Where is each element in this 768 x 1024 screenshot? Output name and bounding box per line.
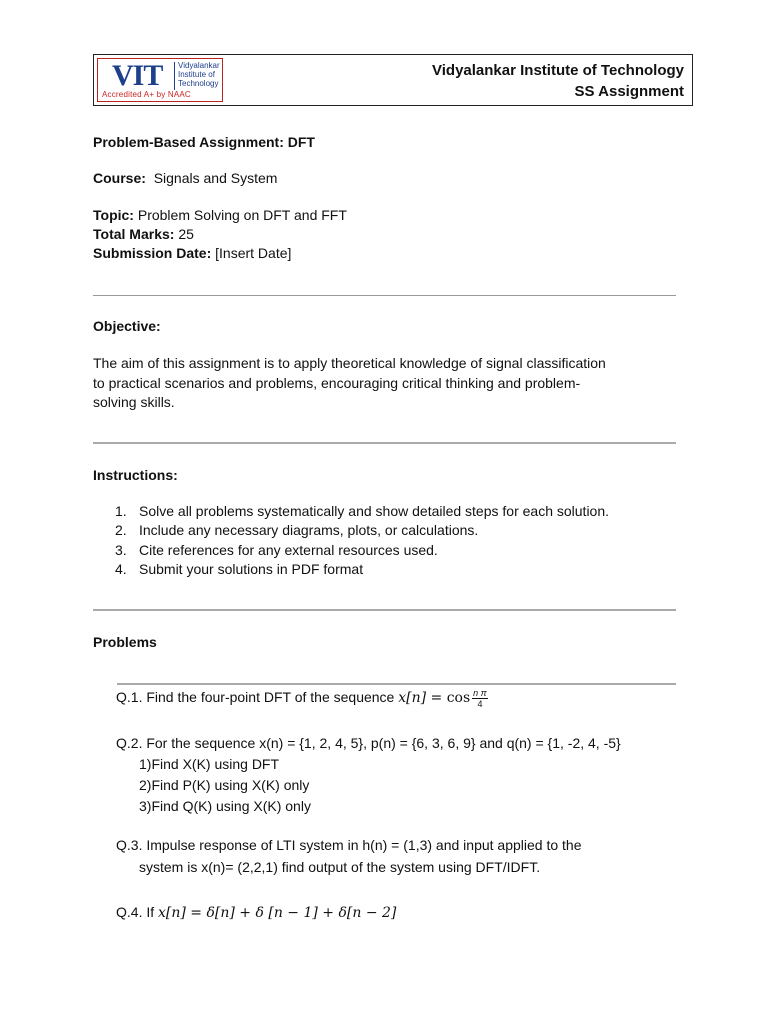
date-line bbox=[93, 244, 291, 263]
course-line bbox=[93, 169, 277, 188]
q2-subpart-1: 1)Find X(K) using DFT bbox=[139, 756, 280, 772]
logo-divider bbox=[174, 62, 175, 90]
divider bbox=[93, 442, 676, 444]
header-titles bbox=[432, 60, 684, 102]
topic-line bbox=[93, 206, 347, 225]
course-label: Course: bbox=[93, 170, 146, 186]
divider bbox=[93, 609, 676, 611]
institute-name: Vidyalankar Institute of Technology bbox=[432, 62, 684, 79]
date-value: [Insert Date] bbox=[215, 245, 292, 261]
question-3-line-2: system is x(n)= (2,2,1) find output of the system using DFT/IDFT. bbox=[139, 859, 541, 875]
q1-frac-den: 4 bbox=[477, 698, 483, 709]
divider bbox=[93, 295, 676, 296]
list-item: 3. Cite references for any external resources used. bbox=[115, 542, 438, 558]
logo-mark: VIT bbox=[112, 59, 163, 92]
header-box bbox=[93, 54, 693, 106]
question-2: Q.2. For the sequence x(n) = {1, 2, 4, 5}, p(n) = {6, 3, 6, 9} and q(n) = {1, -2, 4, -5} bbox=[116, 735, 621, 751]
list-item: 2. Include any necessary diagrams, plots, or calculations. bbox=[115, 522, 479, 538]
marks-label: Total Marks: bbox=[93, 226, 175, 242]
problems-heading: Problems bbox=[93, 634, 157, 650]
logo-line-2: Institute of bbox=[178, 70, 215, 79]
divider bbox=[117, 683, 676, 685]
list-item: 4. Submit your solutions in PDF format bbox=[115, 561, 364, 577]
instructions-heading: Instructions: bbox=[93, 467, 178, 483]
topic-value: Problem Solving on DFT and FFT bbox=[137, 207, 347, 223]
objective-line-2: to practical scenarios and problems, encouraging critical thinking and problem- bbox=[93, 375, 581, 391]
q4-math: x[n] = δ[n] + δ [n − 1] + δ[n − 2] bbox=[158, 905, 397, 921]
date-label: Submission Date: bbox=[93, 245, 212, 261]
logo-accreditation: Accredited A+ by NAAC bbox=[102, 90, 191, 99]
objective-heading: Objective: bbox=[93, 318, 161, 334]
objective-line-3: solving skills. bbox=[93, 394, 175, 410]
doc-type: SS Assignment bbox=[574, 83, 684, 100]
q1-frac-num: n π bbox=[473, 687, 487, 698]
question-3-line-1: Q.3. Impulse response of LTI system in h(n) = (1,3) and input applied to the bbox=[116, 837, 582, 853]
q1-text: Q.1. Find the four-point DFT of the sequence bbox=[116, 689, 399, 705]
question-1 bbox=[116, 687, 488, 709]
marks-value: 25 bbox=[178, 226, 194, 242]
marks-line bbox=[93, 225, 194, 244]
q1-math-eq: = cos bbox=[426, 690, 471, 706]
course-value: Signals and System bbox=[153, 170, 278, 186]
logo-line-1: Vidyalankar bbox=[178, 61, 220, 70]
vit-logo bbox=[97, 58, 223, 102]
question-4 bbox=[116, 902, 396, 924]
topic-label: Topic: bbox=[93, 207, 134, 223]
q4-prefix: Q.4. If bbox=[116, 904, 159, 920]
objective-line-1: The aim of this assignment is to apply theoretical knowledge of signal classification bbox=[93, 355, 606, 371]
list-item: 1. Solve all problems systematically and show detailed steps for each solution. bbox=[115, 503, 610, 519]
q2-subpart-2: 2)Find P(K) using X(K) only bbox=[139, 777, 310, 793]
logo-line-3: Technology bbox=[178, 79, 219, 88]
q2-subpart-3: 3)Find Q(K) using X(K) only bbox=[139, 798, 311, 814]
assignment-title: Problem-Based Assignment: DFT bbox=[93, 134, 315, 150]
q1-math-lhs: x[n] bbox=[398, 690, 427, 706]
q1-fraction bbox=[472, 688, 488, 709]
